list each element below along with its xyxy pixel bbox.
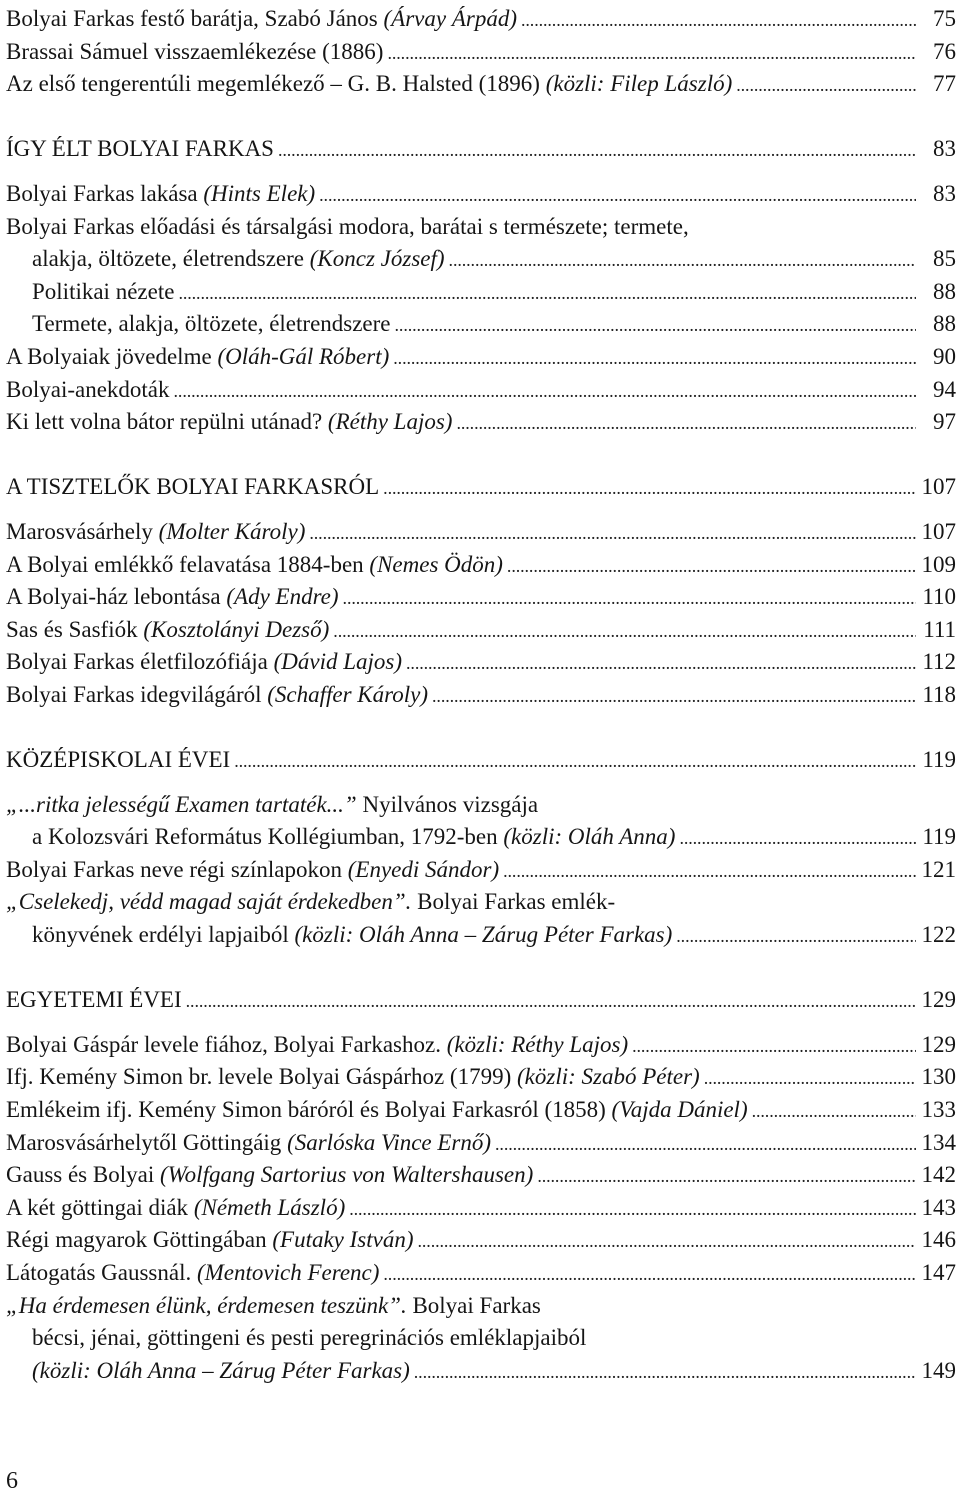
toc-entry-title: alakja, öltözete, életrendszere (Koncz József) [32,246,445,272]
toc-section-heading [6,133,956,166]
toc-entry-continuation [6,243,956,276]
toc-page-number: 90 [933,343,956,369]
dot-leader [632,1030,915,1062]
dot-leader [406,647,916,679]
toc-page-number: 111 [923,616,956,642]
dot-leader [343,582,916,614]
toc-entry [6,36,956,69]
toc-entry-title: Marosvásárhely (Molter Károly) [6,518,306,544]
toc-entry-title: Ifj. Kemény Simon br. levele Bolyai Gáspárhoz (1799) (közli: Szabó Péter) [6,1064,700,1090]
toc-entry-title: Sas és Sasfiók (Kosztolányi Dezső) [6,616,330,642]
dot-leader [676,920,915,952]
toc-entry-title: A Bolyai emlékkő felavatása 1884-ben (Nemes Ödön) [6,551,503,577]
dot-leader [383,472,915,504]
toc-entry-title: könyvének erdélyi lapjaiból (közli: Oláh Anna – Zárug Péter Farkas) [32,922,673,948]
toc-entry [6,1127,956,1160]
toc-subentry [6,308,956,341]
dot-leader [178,277,916,309]
toc-entry-continuation [6,1355,956,1388]
toc-entry-title: Bolyai-anekdoták [6,376,170,402]
toc-page-number: 147 [921,1259,956,1285]
dot-leader [278,134,916,166]
toc-entry-title: Bolyai Farkas idegvilágáról (Schaffer Károly) [6,681,429,707]
toc-entry-continuation [6,919,956,952]
toc-entry [6,178,956,211]
toc-entry-title: Régi magyarok Göttingában (Futaky István) [6,1227,414,1253]
toc-entry-title: A Bolyaiak jövedelme (Oláh-Gál Róbert) [6,343,390,369]
dot-leader [752,1095,916,1127]
toc-page-number: 119 [922,824,956,850]
dot-leader [393,342,916,374]
toc-entry-title: A Bolyai-ház lebontása (Ady Endre) [6,584,339,610]
toc-page-number: 142 [921,1162,956,1188]
toc-entry [6,1094,956,1127]
toc-entry-title: Bolyai Farkas előadási és társalgási modora, barátai s természete; termete, [6,213,689,239]
toc-entry [6,1290,956,1323]
toc-entry-title: (közli: Oláh Anna – Zárug Péter Farkas) [32,1357,410,1383]
toc-entry [6,1029,956,1062]
toc-entry-title: Bolyai Farkas neve régi színlapokon (Enyedi Sándor) [6,856,500,882]
section-gap [6,777,956,789]
toc-page-number: 118 [922,681,956,707]
toc-entry [6,1159,956,1192]
toc-entry [6,549,956,582]
toc-page-number: 134 [921,1129,956,1155]
dot-leader [319,179,916,211]
section-title: A TISZTELŐK BOLYAI FARKASRÓL [6,474,380,500]
toc-page-number: 122 [921,922,956,948]
toc-entry [6,374,956,407]
toc-page-number: 85 [933,246,956,272]
dot-leader [736,69,916,101]
toc-page-number: 75 [933,6,956,31]
dot-leader [309,517,915,549]
dot-leader [456,407,916,439]
toc-subentry [6,276,956,309]
toc-entry-title: Bolyai Gáspár levele fiához, Bolyai Farkashoz. (közli: Réthy Lajos) [6,1031,629,1057]
toc-entry [6,614,956,647]
toc-page-number: 83 [933,180,956,206]
toc-entry [6,211,956,244]
dot-leader [395,309,916,341]
toc-entry-title: Marosvásárhelytől Göttingáig (Sarlóska Vince Ernő) [6,1129,492,1155]
table-of-contents [6,3,956,1387]
dot-leader [449,244,916,276]
toc-entry [6,581,956,614]
toc-page-number: 129 [921,987,956,1013]
section-gap [6,166,956,178]
section-gap [6,711,956,744]
toc-entry-title: Bolyai Farkas lakása (Hints Elek) [6,180,316,206]
section-gap [6,952,956,985]
toc-page-number: 133 [921,1097,956,1122]
section-gap [6,101,956,134]
toc-entry [6,854,956,887]
section-title: KÖZÉPISKOLAI ÉVEI [6,747,231,773]
toc-entry-title: bécsi, jénai, göttingeni és pesti peregrinációs emléklapjaiból [32,1325,587,1351]
toc-entry-title: Emlékeim ifj. Kemény Simon báróról és Bolyai Farkasról (1858) (Vajda Dániel) [6,1097,748,1122]
toc-entry-continuation [6,821,956,854]
toc-entry-title: Ki lett volna bátor repülni utánad? (Réthy Lajos) [6,409,453,435]
dot-leader [418,1225,916,1257]
toc-page-number: 146 [921,1227,956,1253]
toc-entry-title: Termete, alakja, öltözete, életrendszere [32,311,391,337]
page-number: 6 [6,1468,18,1494]
dot-leader [186,985,916,1017]
dot-leader [383,1258,915,1290]
dot-leader [333,615,916,647]
toc-page-number: 77 [933,71,956,97]
toc-entry-title: Gauss és Bolyai (Wolfgang Sartorius von Waltershausen) [6,1162,534,1188]
dot-leader [234,745,916,777]
dot-leader [507,550,916,582]
toc-page-number: 88 [933,311,956,337]
toc-page-number: 149 [921,1357,956,1383]
dot-leader [521,4,916,36]
toc-entry [6,646,956,679]
toc-page-number: 129 [921,1031,956,1057]
toc-page-number: 119 [922,747,956,773]
toc-entry-continuation [6,1322,956,1355]
toc-entry-title: „Ha érdemesen élünk, érdemesen teszünk”. Bolyai Farkas [6,1292,541,1318]
toc-entry [6,516,956,549]
dot-leader [537,1160,915,1192]
toc-page-number: 143 [921,1194,956,1220]
toc-section-heading [6,984,956,1017]
toc-entry-title: A két göttingai diák (Németh László) [6,1194,346,1220]
toc-section-heading [6,744,956,777]
toc-entry-title: Bolyai Farkas életfilozófiája (Dávid Lajos) [6,649,403,675]
dot-leader [174,375,916,407]
toc-entry-title: „Cselekedj, védd magad saját érdekedben”. Bolyai Farkas emlék- [6,889,616,915]
dot-leader [679,822,916,854]
toc-section-heading [6,471,956,504]
toc-entry [6,1257,956,1290]
dot-leader [503,855,915,887]
dot-leader [414,1356,916,1388]
dot-leader [387,37,916,69]
toc-entry-title: „...ritka jelességű Examen tartaték...” Nyilvános vizsgája [6,791,539,817]
toc-entry [6,789,956,822]
toc-entry-title: Bolyai Farkas festő barátja, Szabó János (Árvay Árpád) [6,6,517,31]
section-gap [6,504,956,516]
toc-page-number: 88 [933,278,956,304]
section-title: ÍGY ÉLT BOLYAI FARKAS [6,136,274,162]
toc-entry-title: Brassai Sámuel visszaemlékezése (1886) [6,38,384,64]
dot-leader [432,680,916,712]
toc-entry [6,406,956,439]
dot-leader [704,1062,916,1094]
toc-entry [6,341,956,374]
toc-entry [6,1224,956,1257]
toc-page-number: 94 [933,376,956,402]
dot-leader [349,1193,915,1225]
toc-entry-title: a Kolozsvári Református Kollégiumban, 1792-ben (közli: Oláh Anna) [32,824,676,850]
toc-page-number: 97 [933,409,956,435]
toc-entry [6,886,956,919]
section-gap [6,1017,956,1029]
section-title: EGYETEMI ÉVEI [6,987,182,1013]
toc-page-number: 109 [921,551,956,577]
toc-page-number: 110 [922,584,956,610]
toc-page-number: 112 [922,649,956,675]
toc-page-number: 83 [933,136,956,162]
toc-entry-title: Az első tengerentúli megemlékező – G. B. Halsted (1896) (közli: Filep László) [6,71,733,97]
toc-entry [6,679,956,712]
toc-entry-title: Látogatás Gaussnál. (Mentovich Ferenc) [6,1259,380,1285]
toc-entry [6,1061,956,1094]
section-gap [6,439,956,472]
toc-page-number: 107 [921,518,956,544]
toc-entry [6,68,956,101]
toc-entry-title: Politikai nézete [32,278,175,304]
toc-page-number: 107 [921,474,956,500]
toc-page-number: 76 [933,38,956,64]
toc-page-number: 130 [921,1064,956,1090]
dot-leader [495,1128,915,1160]
toc-entry [6,3,956,36]
toc-entry [6,1192,956,1225]
toc-page-number: 121 [921,856,956,882]
